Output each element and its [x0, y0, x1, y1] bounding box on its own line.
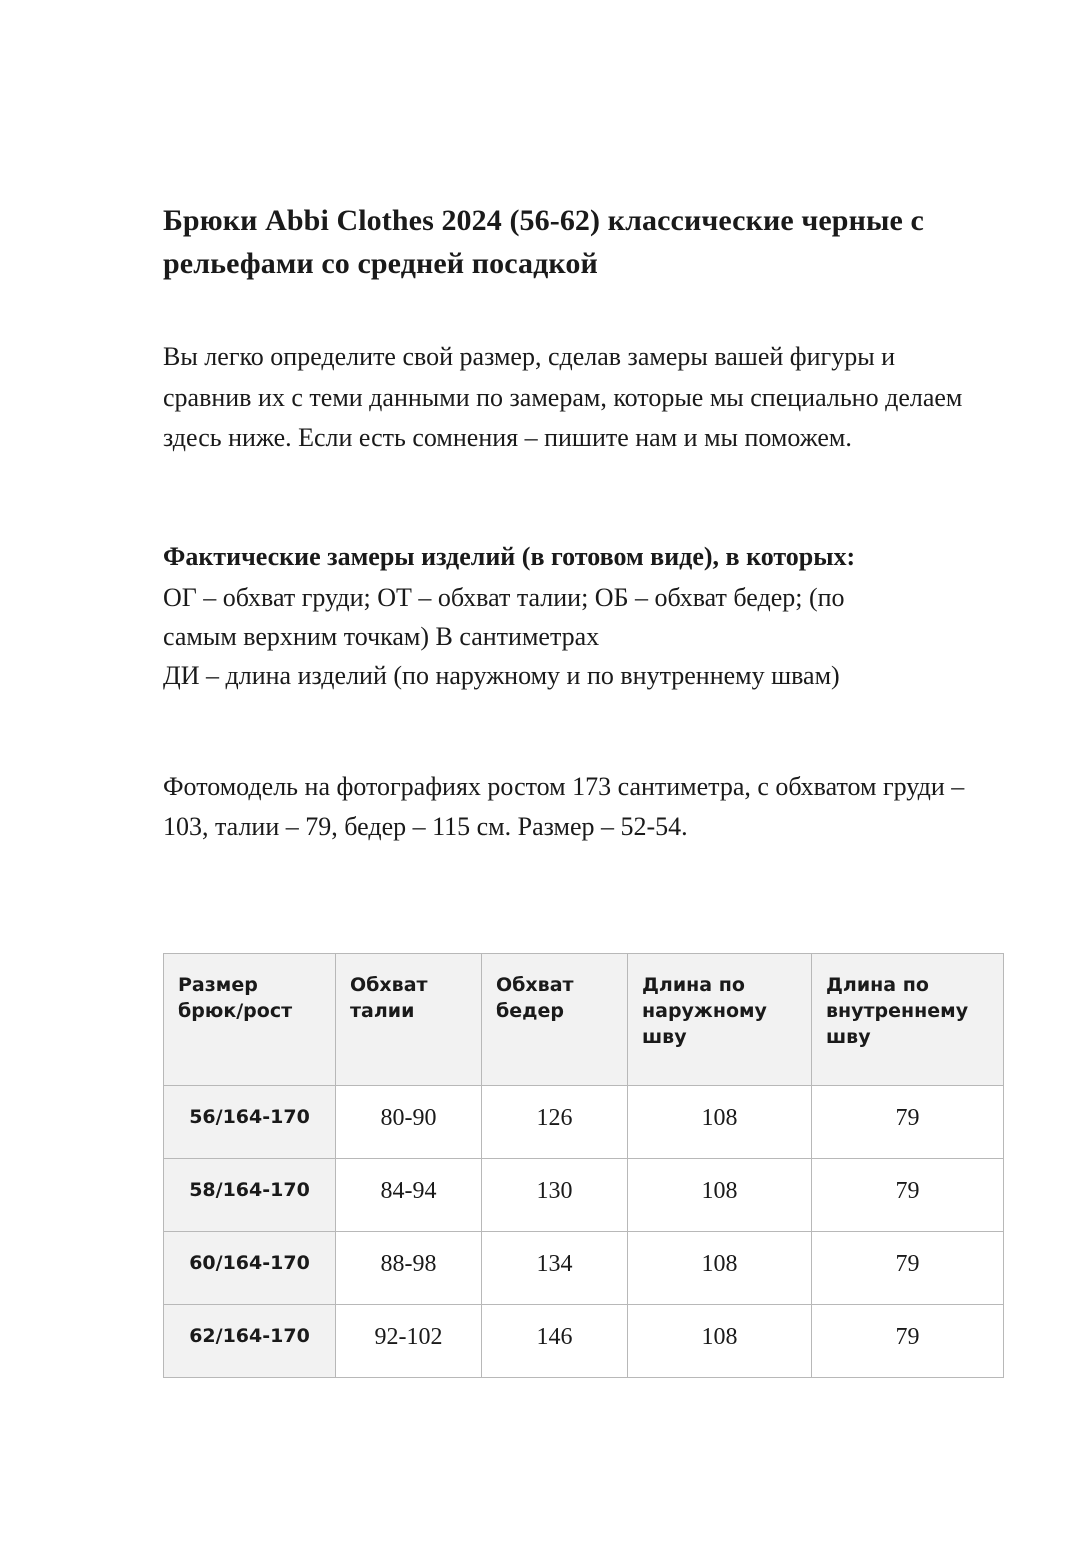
cell-inseam: 79	[812, 1231, 1004, 1304]
cell-waist: 92-102	[336, 1304, 482, 1377]
table-row	[164, 1231, 1004, 1304]
size-table-body	[164, 1085, 1004, 1377]
cell-hips: 134	[482, 1231, 628, 1304]
cell-size: 60/164-170	[164, 1231, 336, 1304]
table-header-row	[164, 953, 1004, 1085]
cell-hips: 126	[482, 1085, 628, 1158]
definition-line-2: самым верхним точкам) В сантиметрах	[163, 621, 600, 651]
cell-inseam: 79	[812, 1085, 1004, 1158]
cell-waist: 88-98	[336, 1231, 482, 1304]
cell-outseam: 108	[628, 1304, 812, 1377]
column-header-inseam: Длина по внутреннему шву	[812, 953, 1004, 1085]
size-table-head	[164, 953, 1004, 1085]
definition-line-1: ОГ – обхват груди; ОТ – обхват талии; ОБ – обхват бедер; (по	[163, 582, 845, 612]
page-title: Брюки Abbi Clothes 2024 (56-62) классические черные с рельефами со средней посадкой	[163, 204, 924, 280]
definition-line-3: ДИ – длина изделий (по наружному и по внутреннему швам)	[163, 660, 840, 690]
cell-waist: 84-94	[336, 1158, 482, 1231]
cell-size: 58/164-170	[164, 1158, 336, 1231]
cell-outseam: 108	[628, 1158, 812, 1231]
intro-paragraph: Вы легко определите свой размер, сделав замеры вашей фигуры и сравнив их с теми данными по замерам, которые мы специально делаем здесь ниже. Если есть сомнения – пишите нам и мы поможем.	[163, 342, 963, 453]
column-header-hips: Обхват бедер	[482, 953, 628, 1085]
cell-hips: 146	[482, 1304, 628, 1377]
cell-waist: 80-90	[336, 1085, 482, 1158]
cell-hips: 130	[482, 1158, 628, 1231]
cell-outseam: 108	[628, 1231, 812, 1304]
column-header-size: Размер брюк/рост	[164, 953, 336, 1085]
table-row	[164, 1085, 1004, 1158]
cell-inseam: 79	[812, 1304, 1004, 1377]
table-row	[164, 1158, 1004, 1231]
column-header-waist: Обхват талии	[336, 953, 482, 1085]
definitions-block	[163, 578, 953, 695]
measurements-heading: Фактические замеры изделий (в готовом виде), в которых:	[163, 541, 856, 571]
cell-size: 62/164-170	[164, 1304, 336, 1377]
model-note: Фотомодель на фотографиях ростом 173 сантиметра, с обхватом груди – 103, талии – 79, бедер – 115 см. Размер – 52-54.	[163, 771, 965, 842]
cell-inseam: 79	[812, 1158, 1004, 1231]
column-header-outseam: Длина по наружному шву	[628, 953, 812, 1085]
cell-size: 56/164-170	[164, 1085, 336, 1158]
size-table	[163, 953, 1004, 1378]
table-row	[164, 1304, 1004, 1377]
cell-outseam: 108	[628, 1085, 812, 1158]
